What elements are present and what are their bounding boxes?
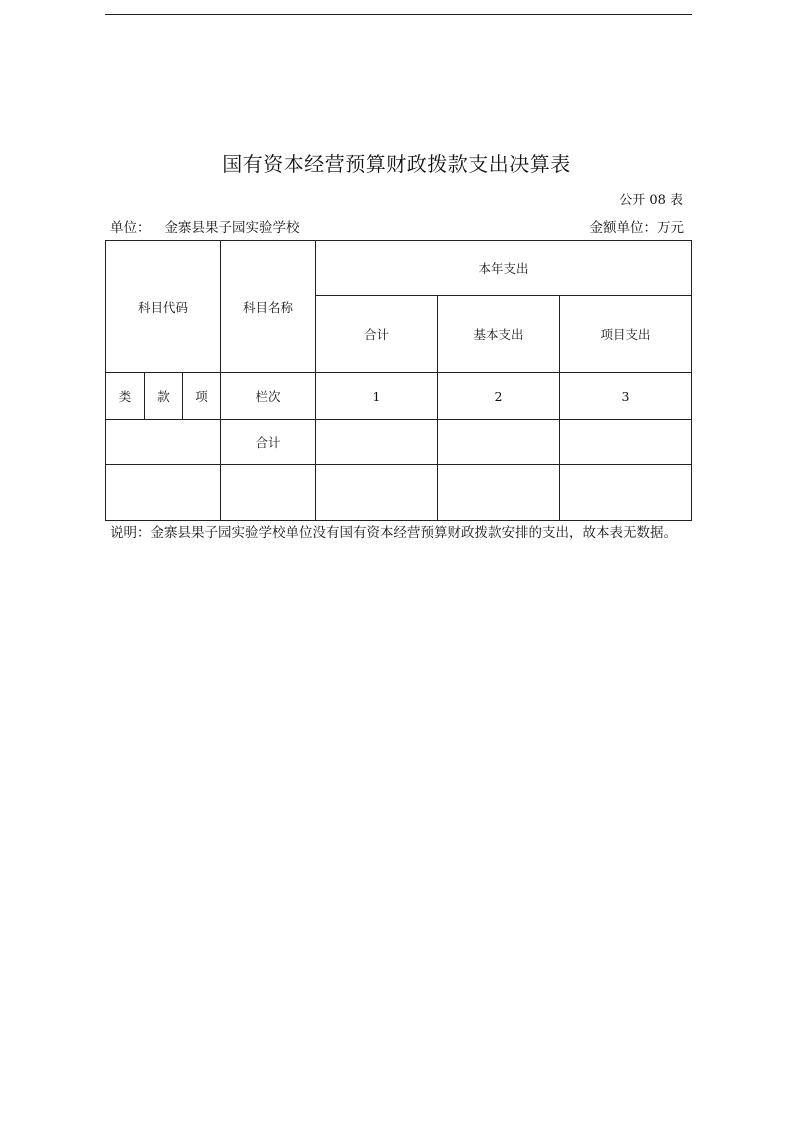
total-row-code-cell [106, 420, 221, 465]
table-row [106, 465, 692, 521]
empty-basic-cell [438, 465, 560, 521]
column-number-1: 1 [316, 373, 438, 420]
form-number: 公开 08 表 [619, 193, 683, 208]
empty-name-cell [221, 465, 316, 521]
column-row-label: 栏次 [221, 373, 316, 420]
page-title: 国有资本经营预算财政拨款支出决算表 [222, 152, 571, 176]
basic-expenditure-header: 基本支出 [438, 296, 560, 373]
column-number-3: 3 [560, 373, 692, 420]
empty-project-cell [560, 465, 692, 521]
empty-total-cell [316, 465, 438, 521]
project-expenditure-header: 项目支出 [560, 296, 692, 373]
subject-code-header: 科目代码 [106, 241, 221, 373]
header-rule [105, 14, 692, 15]
column-number-row [106, 373, 692, 420]
column-number-2: 2 [438, 373, 560, 420]
header-row-1 [106, 241, 692, 296]
total-row-basic-cell [438, 420, 560, 465]
item-header: 项 [183, 373, 221, 420]
total-header: 合计 [316, 296, 438, 373]
unit-name: 金寨县果子园实验学校 [164, 220, 300, 236]
amount-unit: 金额单位：万元 [589, 220, 684, 236]
unit-label: 单位： [110, 220, 151, 236]
total-row-total-cell [316, 420, 438, 465]
total-row [106, 420, 692, 465]
current-year-expenditure-header: 本年支出 [316, 241, 692, 296]
section-header: 款 [145, 373, 183, 420]
expenditure-table [105, 240, 692, 521]
class-header: 类 [106, 373, 145, 420]
total-row-project-cell [560, 420, 692, 465]
subject-name-header: 科目名称 [221, 241, 316, 373]
total-row-label: 合计 [221, 420, 316, 465]
unit-info [110, 216, 300, 236]
empty-code-cell [106, 465, 221, 521]
explanation-note: 说明：金寨县果子园实验学校单位没有国有资本经营预算财政拨款安排的支出，故本表无数据。 [110, 525, 677, 541]
